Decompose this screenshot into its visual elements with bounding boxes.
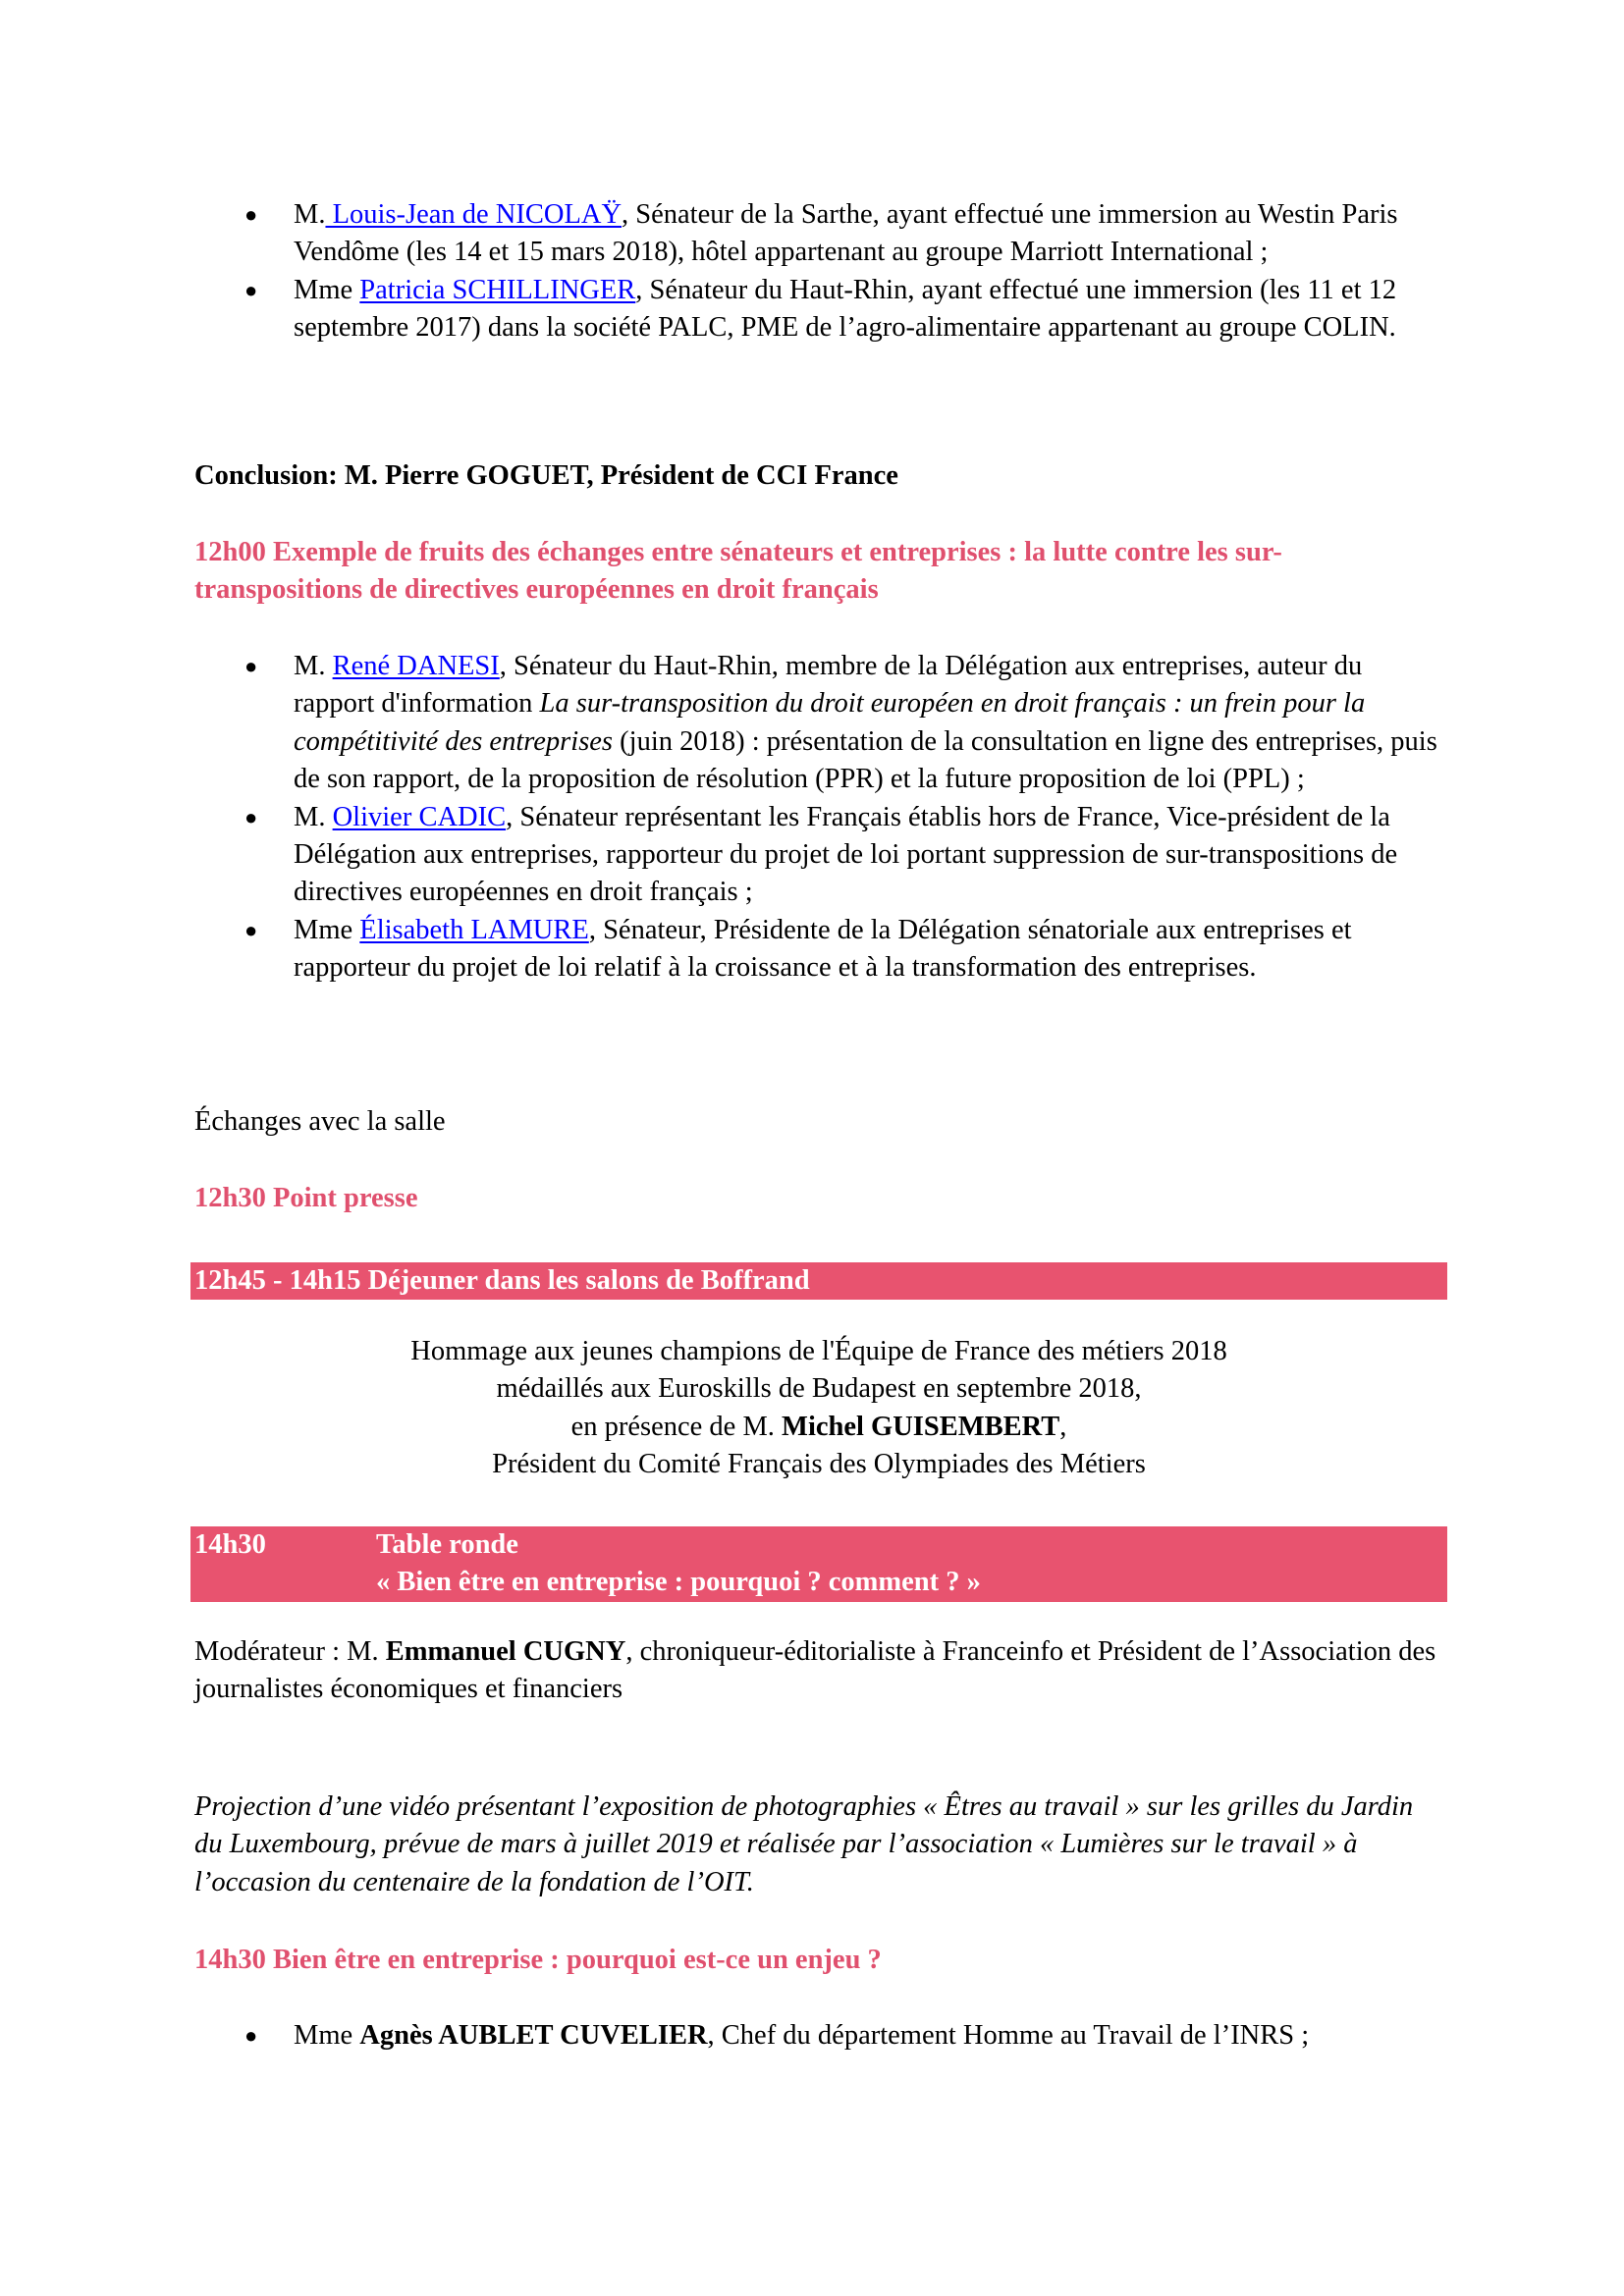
speaker-description: , Sénateur du Haut-Rhin, ayant effectué une immersion (les 11 et 12 septembre 2017) dans la société PALC, PME de l’agro-alimentaire appartenant au groupe COLIN. <box>294 274 1397 344</box>
list-item <box>194 272 1443 347</box>
list-item <box>194 648 1443 799</box>
speaker-link-nicolay[interactable]: Louis-Jean de NICOLAŸ <box>325 199 623 230</box>
title-prefix: Mme <box>294 2020 360 2051</box>
hommage-line: médaillés aux Euroskills de Budapest en septembre 2018, <box>496 1373 1142 1405</box>
projection-paragraph: Projection d’une vidéo présentant l’exposition de photographies « Êtres au travail » sur les grilles du Jardin du Luxembourg, prévue de mars à juillet 2019 et réalisée par l’association « Lumières sur le travail » à l’occasion du centenaire de la fondation de l’OIT. <box>194 1791 1414 1897</box>
report-title: La sur-transposition du droit européen en droit français : un frein pour la compétitivité des entreprises <box>294 688 1366 757</box>
title-prefix: M. <box>294 651 333 681</box>
list-item <box>194 2017 1443 2055</box>
bullet-icon: ● <box>244 917 258 942</box>
title-prefix: M. <box>294 801 333 832</box>
section-heading-1430: 14h30 Bien être en entreprise : pourquoi est-ce un enjeu ? <box>194 1945 882 1975</box>
bullet-icon: ● <box>244 202 258 227</box>
guest-name: Michel GUISEMBERT <box>782 1411 1060 1442</box>
list-item <box>194 912 1443 988</box>
hommage-line <box>194 1409 1443 1446</box>
moderateur-paragraph <box>194 1633 1443 1709</box>
speaker-description: (juin 2018) : présentation de la consultation en ligne des entreprises, puis de son rapport, de la proposition de résolution (PPR) et la future proposition de loi (PPL) ; <box>294 725 1437 795</box>
hommage-line: Président du Comité Français des Olympiades des Métiers <box>492 1449 1146 1480</box>
list-item <box>194 799 1443 912</box>
speaker-description: , Sénateur du Haut-Rhin, membre de la Délégation aux entreprises, auteur du rapport d'information <box>294 651 1363 720</box>
hommage-block <box>194 1333 1443 1484</box>
speaker-list-surtransposition <box>194 648 1443 988</box>
title-prefix: Mme <box>294 914 360 945</box>
speaker-link-schillinger[interactable]: Patricia SCHILLINGER <box>359 274 636 305</box>
bullet-icon: ● <box>244 804 258 829</box>
lunch-banner-text: 12h45 - 14h15 Déjeuner dans les salons de Boffrand <box>194 1265 810 1296</box>
hommage-prefix: en présence de M. <box>570 1411 783 1442</box>
speaker-list-bien-etre <box>194 2017 1443 2055</box>
list-item <box>194 196 1443 272</box>
title-prefix: Mme <box>294 274 360 305</box>
section-heading-1200: 12h00 Exemple de fruits des échanges entre sénateurs et entreprises : la lutte contre les sur-transpositions de directives européennes en droit français <box>194 537 1282 606</box>
speaker-link-danesi[interactable]: René DANESI <box>332 651 500 681</box>
speaker-link-lamure[interactable]: Élisabeth LAMURE <box>359 914 589 945</box>
hommage-line: Hommage aux jeunes champions de l'Équipe de France des métiers 2018 <box>410 1336 1227 1366</box>
table-ronde-subtitle: « Bien être en entreprise : pourquoi ? comment ? » <box>376 1567 981 1598</box>
moderateur-description: , chroniqueur-éditorialiste à Franceinfo et Président de l’Association des journalistes économiques et financiers <box>194 1636 1436 1705</box>
bullet-icon: ● <box>244 654 258 678</box>
echanges-line: Échanges avec la salle <box>194 1106 446 1137</box>
speaker-description: , Sénateur représentant les Français établis hors de France, Vice-président de la Délégation aux entreprises, rapporteur du projet de loi portant suppression de sur-transpositions de directives européennes en droit français ; <box>294 801 1398 908</box>
bullet-icon: ● <box>244 277 258 302</box>
speaker-description: , Sénateur de la Sarthe, ayant effectué une immersion au Westin Paris Vendôme (les 14 et 15 mars 2018), hôtel appartenant au groupe Marriott International ; <box>294 199 1398 268</box>
moderateur-prefix: Modérateur : M. <box>194 1636 386 1667</box>
moderateur-name: Emmanuel CUGNY <box>385 1636 626 1667</box>
table-ronde-time: 14h30 <box>194 1529 266 1560</box>
table-ronde-row <box>190 1526 1447 1564</box>
lunch-banner <box>190 1262 1447 1300</box>
spacer <box>190 1564 376 1601</box>
conclusion-line: Conclusion: M. Pierre GOGUET, Président de CCI France <box>194 460 898 491</box>
speaker-name: Agnès AUBLET CUVELIER <box>359 2020 708 2051</box>
bullet-icon: ● <box>244 2023 258 2048</box>
hommage-suffix: , <box>1059 1411 1067 1442</box>
table-ronde-banner <box>190 1526 1447 1602</box>
speaker-list-immersion <box>194 196 1443 347</box>
speaker-description: , Sénateur, Présidente de la Délégation sénatoriale aux entreprises et rapporteur du projet de loi relatif à la croissance et à la transformation des entreprises. <box>294 914 1352 984</box>
title-prefix: M. <box>294 199 326 230</box>
section-heading-1230: 12h30 Point presse <box>194 1183 418 1213</box>
speaker-link-cadic[interactable]: Olivier CADIC <box>332 801 507 832</box>
table-ronde-title: Table ronde <box>376 1529 518 1560</box>
table-ronde-row <box>190 1564 1447 1601</box>
speaker-description: , Chef du département Homme au Travail de l’INRS ; <box>707 2020 1310 2051</box>
